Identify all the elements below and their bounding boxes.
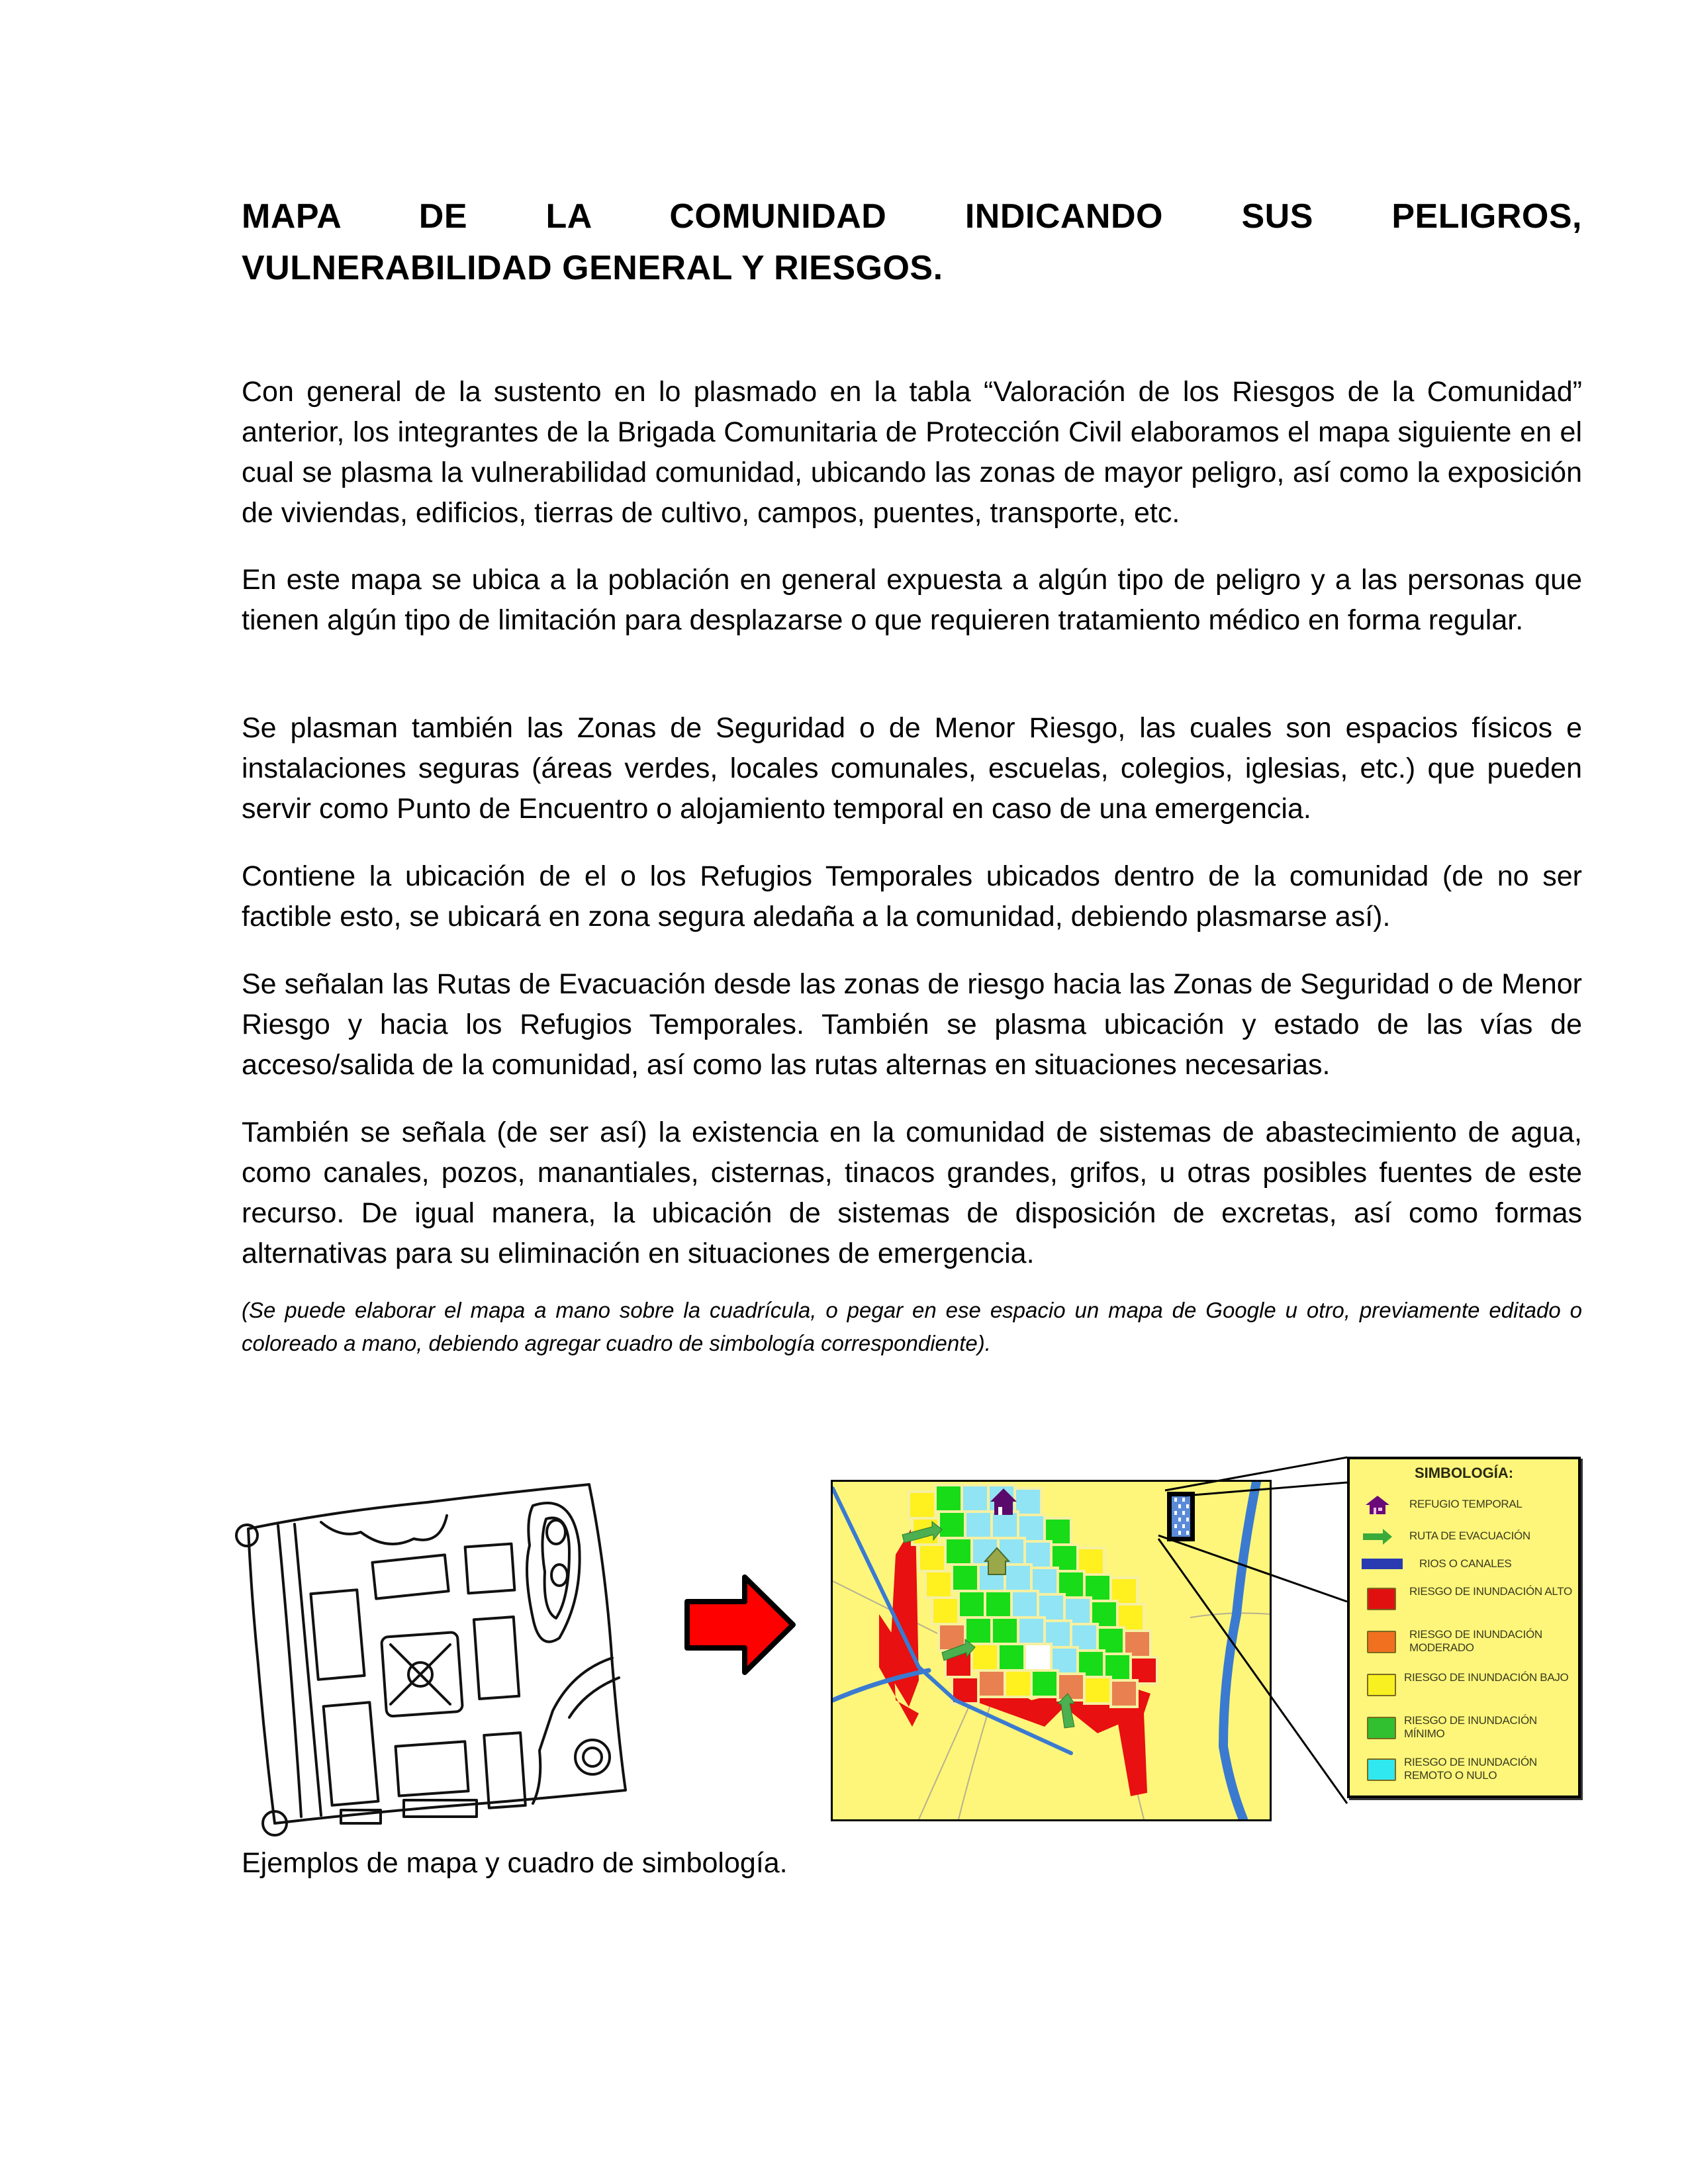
paragraph-6: También se señala (de ser así) la existencia en la comunidad de sistemas de abastecimiento de agua, como canales, pozos, manantiales, cisternas, tinacos grandes, grifos, u otras posibles fuentes de este recurso. De igual manera, la ubicación de sistemas de disposición de excretas, así como formas alternativas para su eliminación en situaciones de emergencia. bbox=[242, 1116, 1582, 1269]
legend-title: SIMBOLOGÍA: bbox=[1414, 1465, 1514, 1481]
legend-item-remoto bbox=[1356, 1756, 1575, 1796]
legend-item-moderado bbox=[1356, 1628, 1575, 1668]
blue-bar-icon bbox=[1362, 1559, 1403, 1569]
legend-label: RUTA DE EVACUACIÓN bbox=[1409, 1529, 1530, 1542]
title-line-2: VULNERABILIDAD GENERAL Y RIESGOS. bbox=[242, 249, 943, 287]
color-swatch-cyan bbox=[1367, 1758, 1396, 1781]
risk-map-image bbox=[831, 1480, 1272, 1821]
right-arrow-icon bbox=[682, 1572, 801, 1678]
figure-caption: Ejemplos de mapa y cuadro de simbología. bbox=[242, 1847, 788, 1879]
color-swatch-orange bbox=[1367, 1631, 1396, 1653]
color-swatch-yellow bbox=[1367, 1674, 1396, 1696]
house-icon bbox=[1363, 1495, 1393, 1515]
page-title bbox=[242, 191, 1582, 294]
legend-item-bajo bbox=[1356, 1671, 1575, 1711]
paragraph-3: Se plasman también las Zonas de Seguridad o de Menor Riesgo, las cuales son espacios físicos e instalaciones seguras (áreas verdes, locales comunales, escuelas, colegios, iglesias, etc.) que pueden servir como Punto de Encuentro o alojamiento temporal en caso de una emergencia. bbox=[242, 712, 1582, 825]
legend-label: RIOS O CANALES bbox=[1419, 1557, 1512, 1570]
title-line-1: MAPA DE LA COMUNIDAD INDICANDO SUS PELIGROS, bbox=[242, 197, 1582, 236]
legend-label: RIESGO DE INUNDACIÓN MODERADO bbox=[1409, 1628, 1542, 1654]
paragraph-4: Contiene la ubicación de el o los Refugios Temporales ubicados dentro de la comunidad (de no ser factible esto, se ubicará en zona segura aledaña a la comunidad, debiendo plasmarse así). bbox=[242, 860, 1582, 933]
legend-item-alto bbox=[1356, 1585, 1575, 1625]
legend-label: RIESGO DE INUNDACIÓN REMOTO O NULO bbox=[1404, 1756, 1537, 1782]
color-swatch-green bbox=[1367, 1717, 1396, 1739]
instruction-note: (Se puede elaborar el mapa a mano sobre la cuadrícula, o pegar en ese espacio un mapa de Google u otro, previamente editado o coloreado a mano, debiendo agregar cuadro de simbología correspondiente). bbox=[242, 1298, 1582, 1355]
legend-box bbox=[1347, 1457, 1581, 1798]
sketch-map-image bbox=[228, 1466, 639, 1837]
legend-item-minimo bbox=[1356, 1714, 1575, 1754]
legend-label: REFUGIO TEMPORAL bbox=[1409, 1498, 1523, 1510]
green-arrow-icon bbox=[1363, 1527, 1393, 1547]
legend-label: RIESGO DE INUNDACIÓN BAJO bbox=[1404, 1671, 1569, 1684]
legend-label: RIESGO DE INUNDACIÓN MÍNIMO bbox=[1404, 1714, 1537, 1740]
color-swatch-red bbox=[1367, 1588, 1396, 1610]
paragraph-5: Se señalan las Rutas de Evacuación desde las zonas de riesgo hacia las Zonas de Seguridad o de Menor Riesgo y hacia los Refugios Temporales. También se plasma ubicación y estado de las vías de acceso/salida de la comunidad, así como las rutas alternas en situaciones necesarias. bbox=[242, 968, 1582, 1081]
paragraph-1: Con general de la sustento en lo plasmado en la tabla “Valoración de los Riesgos de la Comunidad” anterior, los integrantes de la Brigada Comunitaria de Protección Civil elaboramos el mapa siguiente en el cual se plasma la vulnerabilidad comunidad, ubicando las zonas de mayor peligro, así como la exposición de viviendas, edificios, tierras de cultivo, campos, puentes, transporte, etc. bbox=[242, 376, 1582, 529]
legend-label: RIESGO DE INUNDACIÓN ALTO bbox=[1409, 1585, 1572, 1598]
paragraph-2: En este mapa se ubica a la población en general expuesta a algún tipo de peligro y a las personas que tienen algún tipo de limitación para desplazarse o que requieren tratamiento médico en forma regular. bbox=[242, 564, 1582, 636]
